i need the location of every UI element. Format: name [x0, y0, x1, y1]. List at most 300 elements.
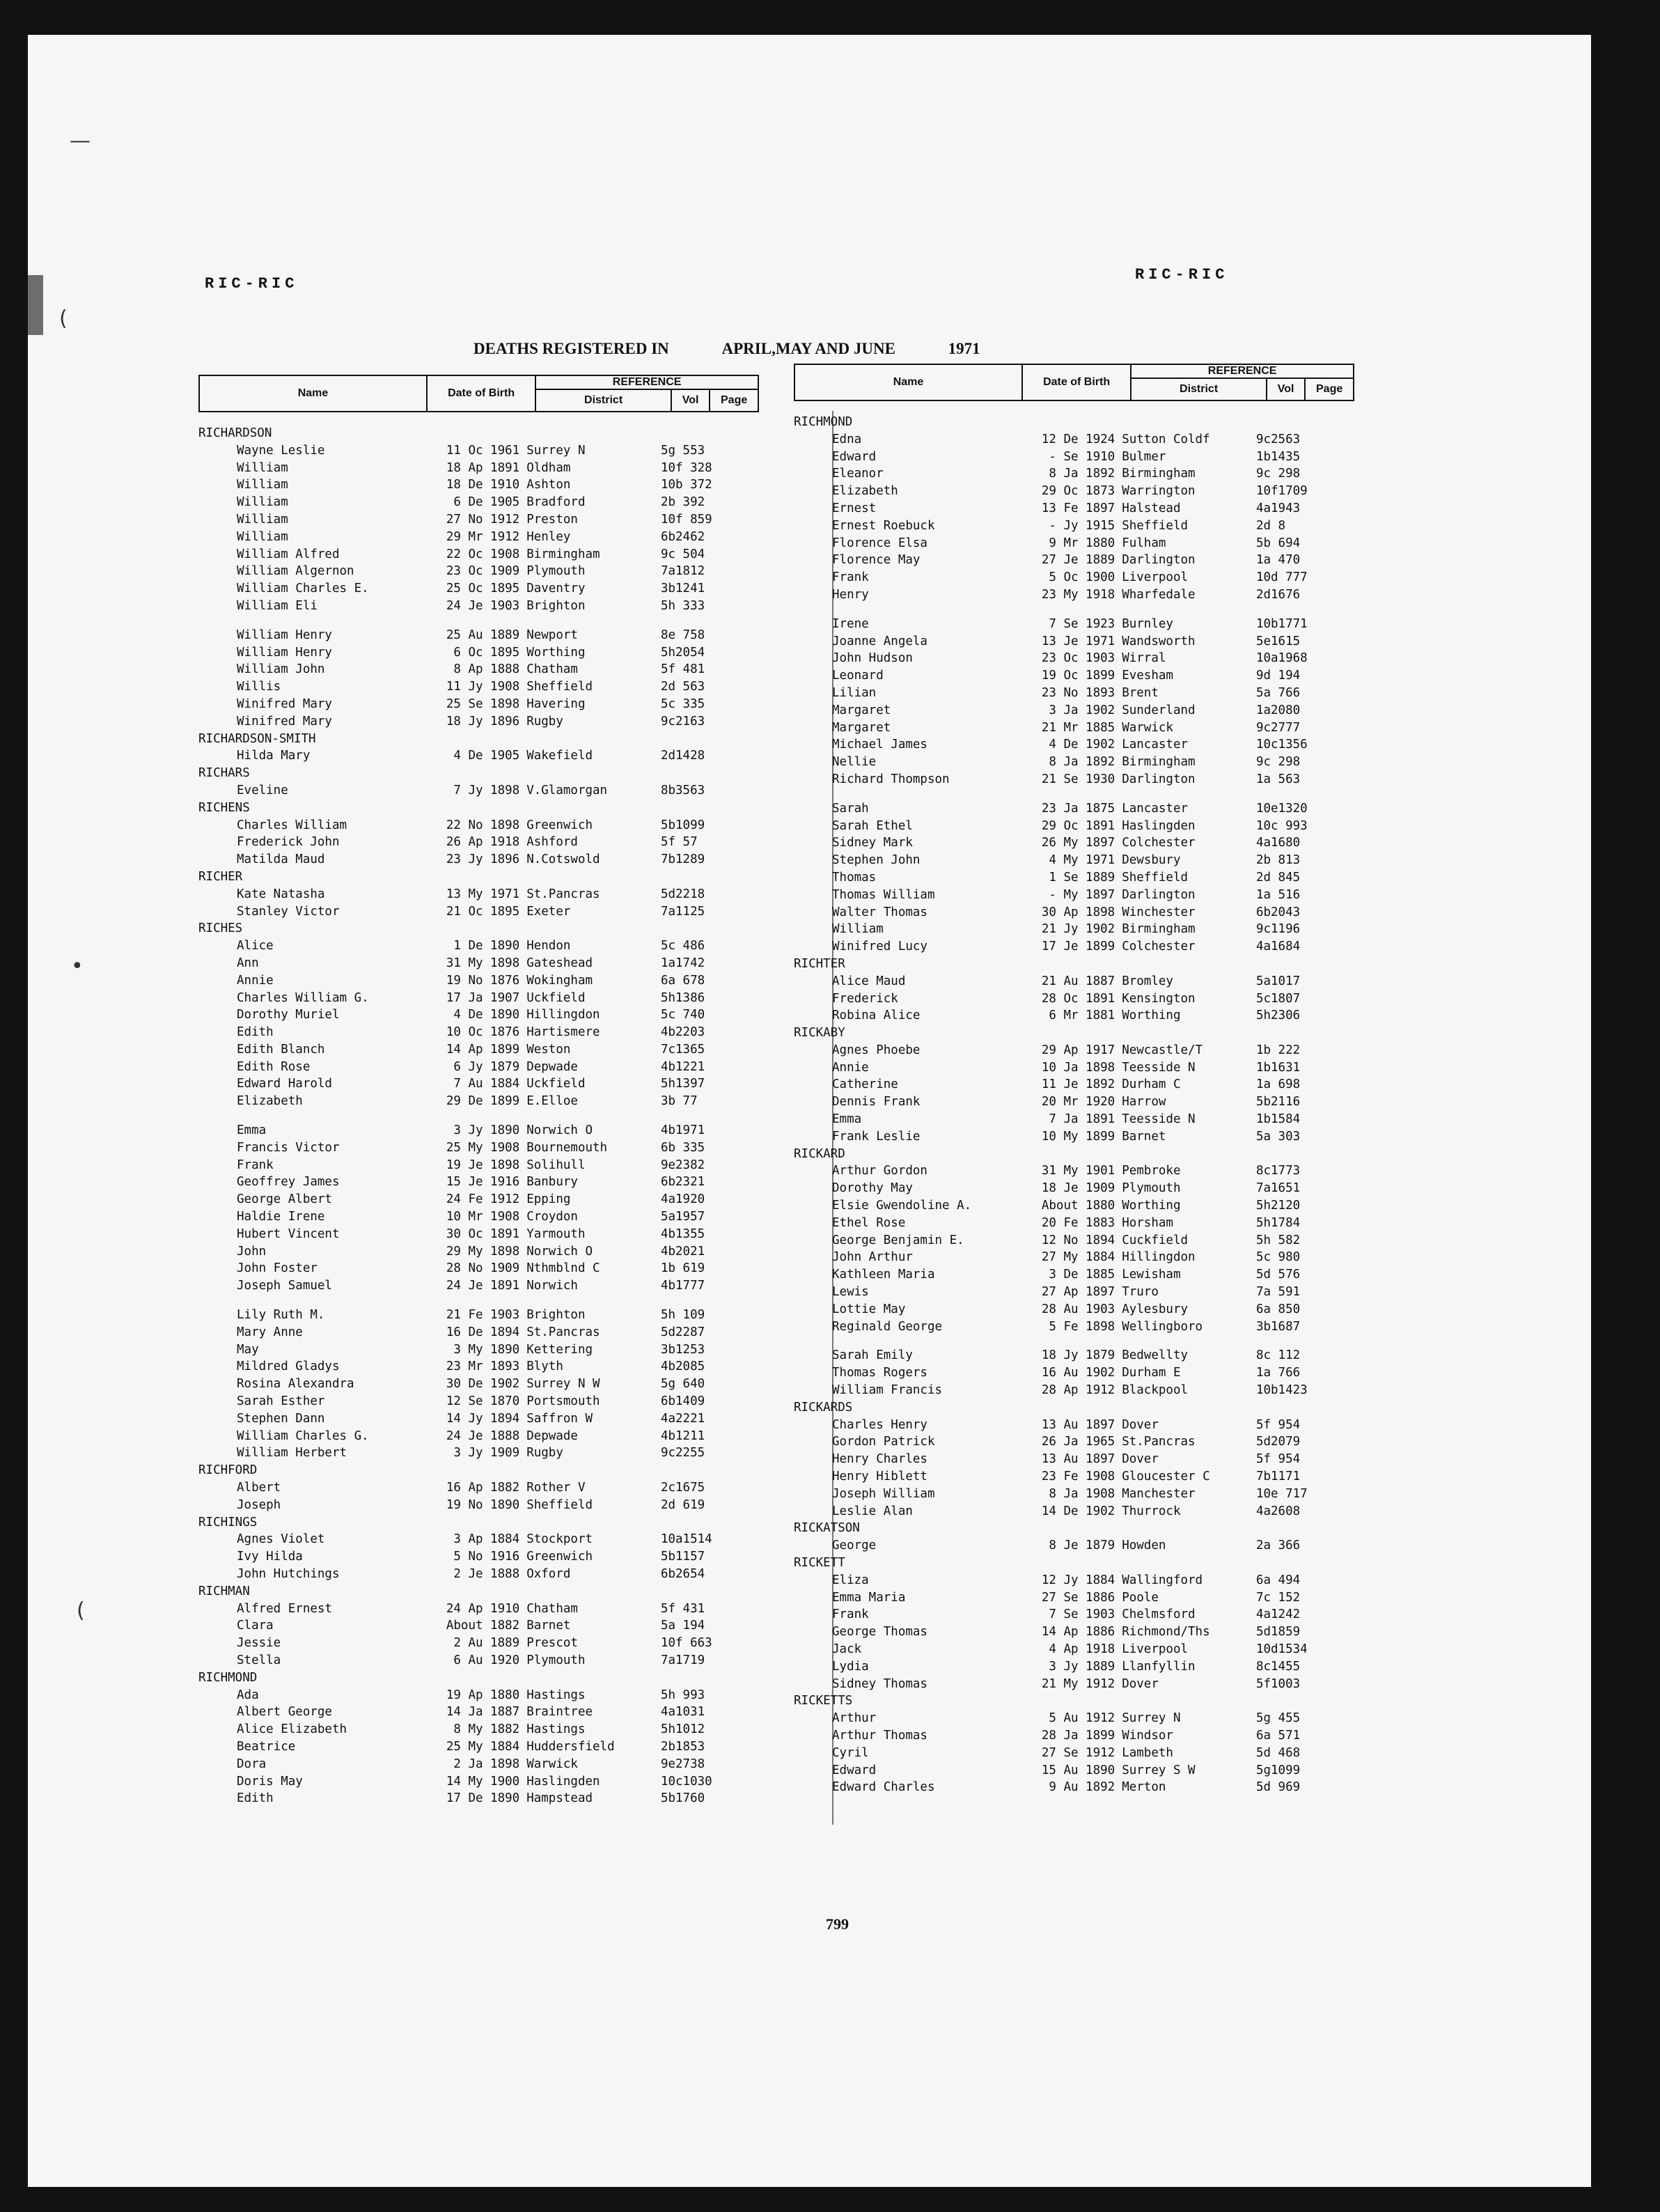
district: Kettering [526, 1342, 593, 1357]
date-of-birth: - My 1897 [1049, 887, 1115, 902]
volume-page: 6b1409 [660, 1394, 705, 1409]
date-of-birth: 23 My 1918 [1041, 587, 1115, 602]
volume-page: 8e 758 [660, 628, 705, 642]
district: Birmingham [526, 547, 600, 561]
given-name: Lydia [832, 1659, 869, 1674]
volume-page: 4b2203 [660, 1025, 705, 1040]
register-entry [794, 1658, 1354, 1676]
district: Greenwich [526, 818, 593, 832]
district: Weston [526, 1042, 571, 1057]
volume-page: 5h1397 [660, 1077, 705, 1091]
district: Stockport [526, 1532, 593, 1547]
date-of-birth: 14 Ja 1887 [446, 1705, 520, 1720]
date-of-birth: 8 Ja 1892 [1049, 467, 1115, 481]
district: Blyth [526, 1360, 563, 1374]
date-of-birth: 23 Mr 1893 [446, 1360, 520, 1374]
volume-page: 5b1760 [660, 1791, 705, 1806]
register-entry [198, 1497, 759, 1514]
given-name: William [237, 529, 288, 544]
volume-page: 1b 222 [1255, 1043, 1301, 1057]
date-of-birth: 28 Ap 1912 [1041, 1383, 1115, 1398]
date-of-birth: 29 Oc 1891 [1041, 818, 1115, 833]
district: Winchester [1122, 905, 1196, 919]
surname-heading [794, 1692, 1354, 1710]
district: Lewisham [1122, 1268, 1181, 1282]
register-entry [198, 1059, 759, 1076]
surname-text: RICHARDSON-SMITH [198, 731, 316, 746]
district: Saffron W [526, 1411, 593, 1426]
volume-page: 9d 194 [1255, 669, 1301, 683]
volume-page: 1b1584 [1255, 1112, 1301, 1127]
district: Plymouth [1122, 1181, 1181, 1196]
register-entry [198, 834, 759, 851]
date-of-birth: 3 Jy 1890 [453, 1123, 520, 1138]
volume-page: 4a1680 [1255, 836, 1301, 850]
register-entry [198, 1139, 759, 1157]
date-of-birth: 6 Jy 1879 [453, 1059, 520, 1074]
register-entry [198, 1566, 759, 1583]
volume-page: 10e1320 [1255, 801, 1308, 816]
volume-page: 5f 57 [660, 835, 698, 850]
district: V.Glamorgan [526, 783, 608, 797]
volume-page: 5c 980 [1255, 1250, 1301, 1265]
given-name: William [237, 460, 288, 475]
given-name: Arthur Thomas [832, 1728, 927, 1743]
register-entry [198, 1444, 759, 1462]
register-entry [198, 627, 759, 644]
date-of-birth: 4 De 1905 [453, 749, 520, 763]
register-entry [794, 449, 1354, 466]
register-entry [794, 887, 1354, 904]
date-of-birth: 17 Ja 1907 [446, 990, 520, 1005]
given-name: William [237, 478, 288, 492]
volume-page: 7a1719 [660, 1653, 705, 1667]
volume-page: 6b2321 [660, 1175, 705, 1190]
surname-text: RICKETTS [794, 1694, 853, 1708]
given-name: William Charles E. [237, 582, 369, 596]
entry-gap [794, 788, 1354, 800]
given-name: Charles Henry [832, 1417, 927, 1432]
district: Wokingham [526, 973, 593, 988]
volume-page: 6b2462 [660, 529, 705, 544]
district: Uckfield [526, 990, 586, 1005]
volume-page: 6a 678 [660, 973, 705, 988]
district: Worthing [1122, 1199, 1181, 1213]
register-entry [198, 990, 759, 1007]
header-vol: Vol [671, 389, 710, 412]
volume-page: 5h 993 [660, 1688, 705, 1702]
date-of-birth: 25 Se 1898 [446, 696, 520, 711]
volume-page: 8b3563 [660, 783, 705, 797]
given-name: Irene [832, 616, 869, 631]
given-name: Haldie Irene [237, 1210, 325, 1224]
given-name: Frederick [832, 991, 898, 1006]
given-name: William Henry [237, 645, 332, 660]
district: Chatham [526, 1601, 578, 1616]
register-entry [794, 1537, 1354, 1555]
register-entry [794, 685, 1354, 702]
register-entry [794, 1266, 1354, 1284]
given-name: Henry Charles [832, 1452, 927, 1467]
volume-page: 5c1807 [1255, 991, 1301, 1006]
date-of-birth: 22 Oc 1908 [446, 547, 520, 561]
given-name: Henry Hiblett [832, 1470, 927, 1484]
given-name: Elsie Gwendoline A. [832, 1199, 972, 1213]
date-of-birth: 6 Oc 1895 [453, 645, 520, 660]
given-name: Mary Anne [237, 1325, 303, 1339]
scan-arrow-mark: — [70, 129, 91, 153]
district: Portsmouth [526, 1394, 600, 1409]
volume-page: 5b1099 [660, 818, 705, 832]
district: Sutton Coldf [1122, 432, 1210, 446]
volume-page: 7b1289 [660, 852, 705, 867]
register-entry [198, 851, 759, 869]
given-name: Lily Ruth M. [237, 1308, 325, 1323]
left-entries [198, 425, 759, 1807]
given-name: Thomas Rogers [832, 1366, 927, 1380]
register-entry [198, 529, 759, 546]
register-entry [198, 747, 759, 765]
volume-page: 5h 109 [660, 1308, 705, 1323]
district: Halstead [1122, 501, 1181, 515]
header-reference: REFERENCE [1131, 364, 1354, 378]
district: Truro [1122, 1285, 1159, 1300]
given-name: George Thomas [832, 1625, 927, 1639]
running-head-right: RIC-RIC [1135, 266, 1229, 283]
district: Wallingford [1122, 1573, 1203, 1587]
register-entry [198, 1277, 759, 1295]
date-of-birth: 29 My 1898 [446, 1244, 520, 1259]
volume-page: 9c2255 [660, 1446, 705, 1461]
register-entry [198, 1721, 759, 1738]
district: E.Elloe [526, 1094, 578, 1109]
date-of-birth: 27 Je 1889 [1041, 553, 1115, 568]
header-dob: Date of Birth [427, 375, 535, 412]
date-of-birth: 26 My 1897 [1041, 836, 1115, 850]
district: Surrey N [1122, 1711, 1181, 1726]
register-entry [198, 1041, 759, 1059]
date-of-birth: 19 Je 1898 [446, 1158, 520, 1172]
given-name: William [237, 495, 288, 510]
volume-page: 5a 766 [1255, 685, 1301, 700]
register-entry [794, 1606, 1354, 1623]
district: Warrington [1122, 484, 1196, 499]
volume-page: 5f 481 [660, 662, 705, 677]
volume-page: 10d 777 [1255, 570, 1308, 585]
date-of-birth: 30 Ap 1898 [1041, 905, 1115, 919]
surname-heading [794, 956, 1354, 973]
district: St.Pancras [526, 887, 600, 901]
register-entry [794, 1162, 1354, 1180]
given-name: Alice Elizabeth [237, 1722, 347, 1737]
district: Sunderland [1122, 703, 1196, 717]
district: Rugby [526, 1446, 563, 1461]
left-column [198, 375, 759, 1807]
volume-page: 10c 993 [1255, 818, 1308, 833]
district: Kensington [1122, 991, 1196, 1006]
register-entry [794, 1503, 1354, 1520]
date-of-birth: 14 My 1900 [446, 1774, 520, 1789]
register-entry [198, 1243, 759, 1261]
register-entry [198, 1738, 759, 1756]
date-of-birth: 5 Fe 1898 [1049, 1319, 1115, 1334]
given-name: George Benjamin E. [832, 1233, 964, 1247]
given-name: William Algernon [237, 564, 354, 579]
volume-page: 4b1777 [660, 1279, 705, 1293]
register-entry [198, 511, 759, 529]
register-entry [794, 1284, 1354, 1301]
district: Croydon [526, 1210, 578, 1224]
date-of-birth: 10 My 1899 [1041, 1129, 1115, 1144]
date-of-birth: 12 Jy 1884 [1041, 1573, 1115, 1587]
volume-page: 1b1435 [1255, 449, 1301, 464]
volume-page: 5f1003 [1255, 1676, 1301, 1691]
volume-page: 5h 333 [660, 598, 705, 613]
surname-heading [198, 1669, 759, 1687]
given-name: Joseph William [832, 1486, 935, 1501]
volume-page: 4b1221 [660, 1059, 705, 1074]
volume-page: 5g 455 [1255, 1711, 1301, 1726]
register-entry [794, 1215, 1354, 1232]
register-entry [198, 1410, 759, 1428]
volume-page: 5g 553 [660, 443, 705, 458]
volume-page: 8c1773 [1255, 1164, 1301, 1178]
district: Dover [1122, 1676, 1159, 1691]
entry-gap [794, 1335, 1354, 1347]
register-entry [794, 1093, 1354, 1111]
volume-page: 5h2306 [1255, 1008, 1301, 1023]
register-entry [794, 633, 1354, 651]
given-name: Eveline [237, 783, 288, 797]
register-entry [198, 1393, 759, 1410]
given-name: Dorothy May [832, 1181, 913, 1196]
given-name: Frederick John [237, 835, 340, 850]
register-entry [794, 1007, 1354, 1025]
register-entry [198, 713, 759, 731]
district: Fulham [1122, 536, 1166, 550]
district: Plymouth [526, 564, 586, 579]
given-name: Hilda Mary [237, 749, 311, 763]
register-entry [794, 1727, 1354, 1745]
date-of-birth: 18 Je 1909 [1041, 1181, 1115, 1196]
volume-page: 8c 112 [1255, 1348, 1301, 1363]
given-name: William [237, 512, 288, 527]
district: Brighton [526, 598, 586, 613]
given-name: Lottie May [832, 1302, 906, 1316]
date-of-birth: 26 Ap 1918 [446, 835, 520, 850]
register-entry [198, 1324, 759, 1341]
given-name: Wayne Leslie [237, 443, 325, 458]
given-name: Annie [237, 973, 274, 988]
scan-bullet-mark: • [71, 954, 84, 979]
header-reference: REFERENCE [535, 375, 758, 389]
title-left: DEATHS REGISTERED IN [473, 340, 669, 357]
volume-page: 2a 366 [1255, 1539, 1301, 1553]
register-entry [794, 754, 1354, 771]
district: Bedwellty [1122, 1348, 1189, 1363]
date-of-birth: 23 Ja 1875 [1041, 801, 1115, 816]
given-name: Richard Thompson [832, 772, 950, 786]
district: Newcastle/T [1122, 1043, 1203, 1057]
given-name: Florence May [832, 553, 921, 568]
district: Prescot [526, 1636, 578, 1651]
given-name: John Hutchings [237, 1567, 340, 1581]
volume-page: 5e1615 [1255, 634, 1301, 648]
surname-text: RICHER [198, 869, 243, 884]
register-entry [794, 1486, 1354, 1503]
date-of-birth: 10 Mr 1908 [446, 1210, 520, 1224]
header-district: District [1131, 378, 1267, 400]
register-entry [198, 1122, 759, 1139]
register-entry [198, 1358, 759, 1376]
register-entry [794, 1382, 1354, 1399]
register-entry [198, 1635, 759, 1652]
given-name: William [832, 922, 884, 937]
surname-heading [794, 1025, 1354, 1042]
volume-page: 6b 335 [660, 1140, 705, 1155]
volume-page: 4a1943 [1255, 501, 1301, 515]
given-name: Ada [237, 1688, 259, 1702]
register-entry [198, 442, 759, 460]
district: Colchester [1122, 836, 1196, 850]
volume-page: 7b1171 [1255, 1470, 1301, 1484]
given-name: Mildred Gladys [237, 1360, 340, 1374]
district: Hendon [526, 939, 571, 953]
district: Nthmblnd C [526, 1261, 600, 1276]
district: Warwick [526, 1757, 578, 1771]
date-of-birth: 7 Se 1903 [1049, 1607, 1115, 1622]
volume-page: 4b1971 [660, 1123, 705, 1138]
date-of-birth: 13 Fe 1897 [1041, 501, 1115, 515]
district: Birmingham [1122, 755, 1196, 770]
register-entry [794, 818, 1354, 835]
volume-page: 6b2043 [1255, 905, 1301, 919]
given-name: Arthur [832, 1711, 877, 1726]
volume-page: 5d2218 [660, 887, 705, 901]
volume-page: 8c1455 [1255, 1659, 1301, 1674]
header-name: Name [199, 375, 427, 412]
right-entries [794, 414, 1354, 1796]
date-of-birth: 10 Oc 1876 [446, 1025, 520, 1040]
header-page: Page [710, 389, 758, 412]
volume-page: 5f 431 [660, 1601, 705, 1616]
volume-page: 9c2777 [1255, 720, 1301, 735]
date-of-birth: 23 Oc 1909 [446, 564, 520, 579]
volume-page: 1a 766 [1255, 1366, 1301, 1380]
given-name: George [832, 1539, 877, 1553]
given-name: Sarah Emily [832, 1348, 913, 1363]
volume-page: 1a2080 [1255, 703, 1301, 717]
date-of-birth: 19 Oc 1899 [1041, 669, 1115, 683]
district: Depwade [526, 1059, 578, 1074]
district: Hillingdon [1122, 1250, 1196, 1265]
volume-page: 5d 969 [1255, 1780, 1301, 1795]
date-of-birth: 12 De 1924 [1041, 432, 1115, 446]
volume-page: 4a2221 [660, 1411, 705, 1426]
district: Darlington [1122, 772, 1196, 786]
surname-heading [198, 920, 759, 937]
surname-heading [794, 1555, 1354, 1572]
date-of-birth: 28 Au 1903 [1041, 1302, 1115, 1316]
given-name: Gordon Patrick [832, 1435, 935, 1449]
given-name: Alfred Ernest [237, 1601, 332, 1616]
surname-text: RICHMOND [198, 1670, 258, 1685]
register-entry [794, 667, 1354, 685]
entry-gap [198, 615, 759, 627]
date-of-birth: 9 Au 1892 [1049, 1780, 1115, 1795]
given-name: Lilian [832, 685, 877, 700]
surname-text: RICHINGS [198, 1515, 258, 1529]
given-name: Leonard [832, 669, 884, 683]
district: Oxford [526, 1567, 571, 1581]
volume-page: 4b2021 [660, 1244, 705, 1259]
date-of-birth: 27 Se 1912 [1041, 1745, 1115, 1760]
surname-text: RICHTER [794, 956, 845, 971]
district: Evesham [1122, 669, 1173, 683]
given-name: Joanne Angela [832, 634, 927, 648]
volume-page: 10b 372 [660, 478, 712, 492]
title-year: 1971 [948, 340, 980, 357]
given-name: Dorothy Muriel [237, 1008, 340, 1022]
date-of-birth: 20 Fe 1883 [1041, 1215, 1115, 1230]
entry-gap [198, 1110, 759, 1122]
volume-page: 1b 619 [660, 1261, 705, 1276]
date-of-birth: 23 No 1893 [1041, 685, 1115, 700]
district: Merton [1122, 1780, 1166, 1795]
district: Preston [526, 512, 578, 527]
given-name: Clara [237, 1619, 274, 1633]
given-name: Ethel Rose [832, 1215, 906, 1230]
register-entry [794, 1347, 1354, 1364]
register-entry [794, 1059, 1354, 1077]
volume-page: 5d 468 [1255, 1745, 1301, 1760]
volume-page: 2c1675 [660, 1481, 705, 1495]
given-name: Arthur Gordon [832, 1164, 927, 1178]
district: Greenwich [526, 1550, 593, 1564]
date-of-birth: 28 Oc 1891 [1041, 991, 1115, 1006]
register-entry [198, 494, 759, 511]
volume-page: 4b1355 [660, 1226, 705, 1241]
given-name: Annie [832, 1060, 869, 1075]
volume-page: 5d2079 [1255, 1435, 1301, 1449]
volume-page: 9c2163 [660, 714, 705, 729]
register-entry [794, 1180, 1354, 1197]
given-name: Dennis Frank [832, 1095, 921, 1109]
district: Yarmouth [526, 1226, 586, 1241]
given-name: Frank [832, 570, 869, 585]
volume-page: 5a1957 [660, 1210, 705, 1224]
given-name: Eliza [832, 1573, 869, 1587]
volume-page: 5c 335 [660, 696, 705, 711]
surname-heading [794, 414, 1354, 431]
date-of-birth: 17 Je 1899 [1041, 940, 1115, 954]
header-district: District [535, 389, 671, 412]
given-name: Edith [237, 1791, 274, 1806]
district: Epping [526, 1192, 571, 1207]
register-entry [794, 500, 1354, 517]
register-entry [794, 938, 1354, 956]
given-name: Thomas William [832, 887, 935, 902]
register-entry [794, 1710, 1354, 1727]
date-of-birth: 13 Au 1897 [1041, 1417, 1115, 1432]
date-of-birth: 23 Jy 1896 [446, 852, 520, 867]
table-header-right [794, 364, 1354, 401]
date-of-birth: 5 Oc 1900 [1049, 570, 1115, 585]
district: Banbury [526, 1175, 578, 1190]
given-name: Thomas [832, 870, 877, 885]
district: St.Pancras [1122, 1435, 1196, 1449]
district: Liverpool [1122, 570, 1189, 585]
